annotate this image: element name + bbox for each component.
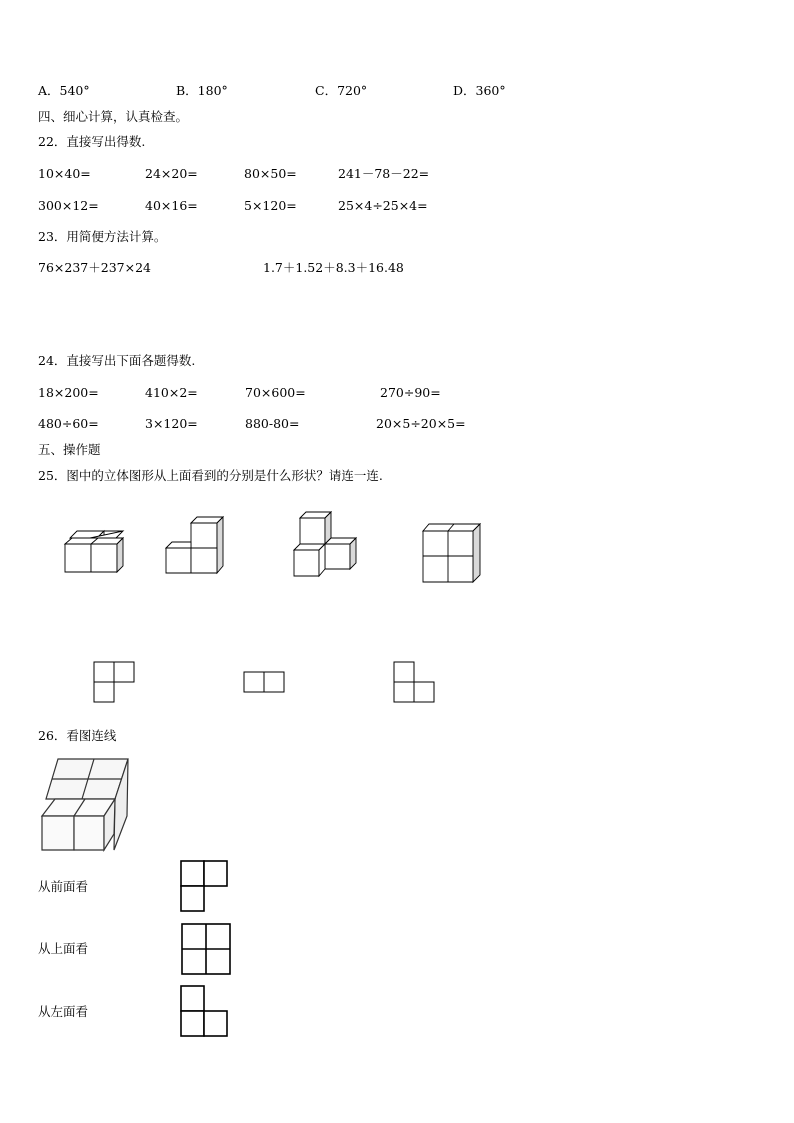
q22-expr: 241－78－22= <box>338 166 430 181</box>
q25-solid-2 <box>162 512 232 578</box>
q25-top-view-3 <box>393 660 437 704</box>
q22-expr: 25×4÷25×4= <box>338 198 428 213</box>
q24-expr: 480÷60= <box>38 416 99 431</box>
section-4-title: 四、细心计算，认真检查。 <box>38 109 189 124</box>
q26-view-label-left: 从左面看 <box>38 1004 89 1019</box>
q24-prompt: 24．直接写出下面各题得数. <box>38 353 196 368</box>
q25-top-view-2 <box>243 670 287 694</box>
q23-prompt: 23．用简便方法计算。 <box>38 229 167 244</box>
option-d: D．360° <box>453 83 506 98</box>
q22-expr: 300×12= <box>38 198 99 213</box>
q25-prompt: 25．图中的立体图形从上面看到的分别是什么形状？请连一连. <box>38 468 383 483</box>
q25-top-view-1 <box>93 660 137 704</box>
q24-expr: 20×5÷20×5= <box>376 416 466 431</box>
option-a: A．540° <box>38 83 90 98</box>
q25-solid-4 <box>419 518 485 584</box>
q23-expr: 76×237＋237×24 <box>38 260 151 275</box>
q22-expr: 5×120= <box>244 198 297 213</box>
section-5-title: 五、操作题 <box>38 442 101 457</box>
q22-expr: 80×50= <box>244 166 297 181</box>
q24-expr: 18×200= <box>38 385 99 400</box>
q22-expr: 24×20= <box>145 166 198 181</box>
q25-solid-1 <box>62 527 128 577</box>
q23-expr: 1.7＋1.52＋8.3＋16.48 <box>263 260 404 275</box>
q24-expr: 3×120= <box>145 416 198 431</box>
q25-solid-3 <box>290 510 362 580</box>
q22-expr: 10×40= <box>38 166 91 181</box>
q26-view-shape-2 <box>179 921 233 977</box>
q22-prompt: 22．直接写出得数. <box>38 134 146 149</box>
q26-view-shape-3 <box>179 984 231 1040</box>
q24-expr: 270÷90= <box>380 385 441 400</box>
q24-expr: 70×600= <box>245 385 306 400</box>
option-c: C．720° <box>315 83 368 98</box>
q24-expr: 410×2= <box>145 385 198 400</box>
q22-expr: 40×16= <box>145 198 198 213</box>
q24-expr: 880-80= <box>245 416 300 431</box>
q26-view-shape-1 <box>179 859 231 915</box>
option-b: B．180° <box>176 83 228 98</box>
q26-prompt: 26．看图连线 <box>38 728 117 743</box>
q26-view-label-front: 从前面看 <box>38 879 89 894</box>
q26-solid <box>38 754 134 854</box>
q26-view-label-top: 从上面看 <box>38 941 89 956</box>
